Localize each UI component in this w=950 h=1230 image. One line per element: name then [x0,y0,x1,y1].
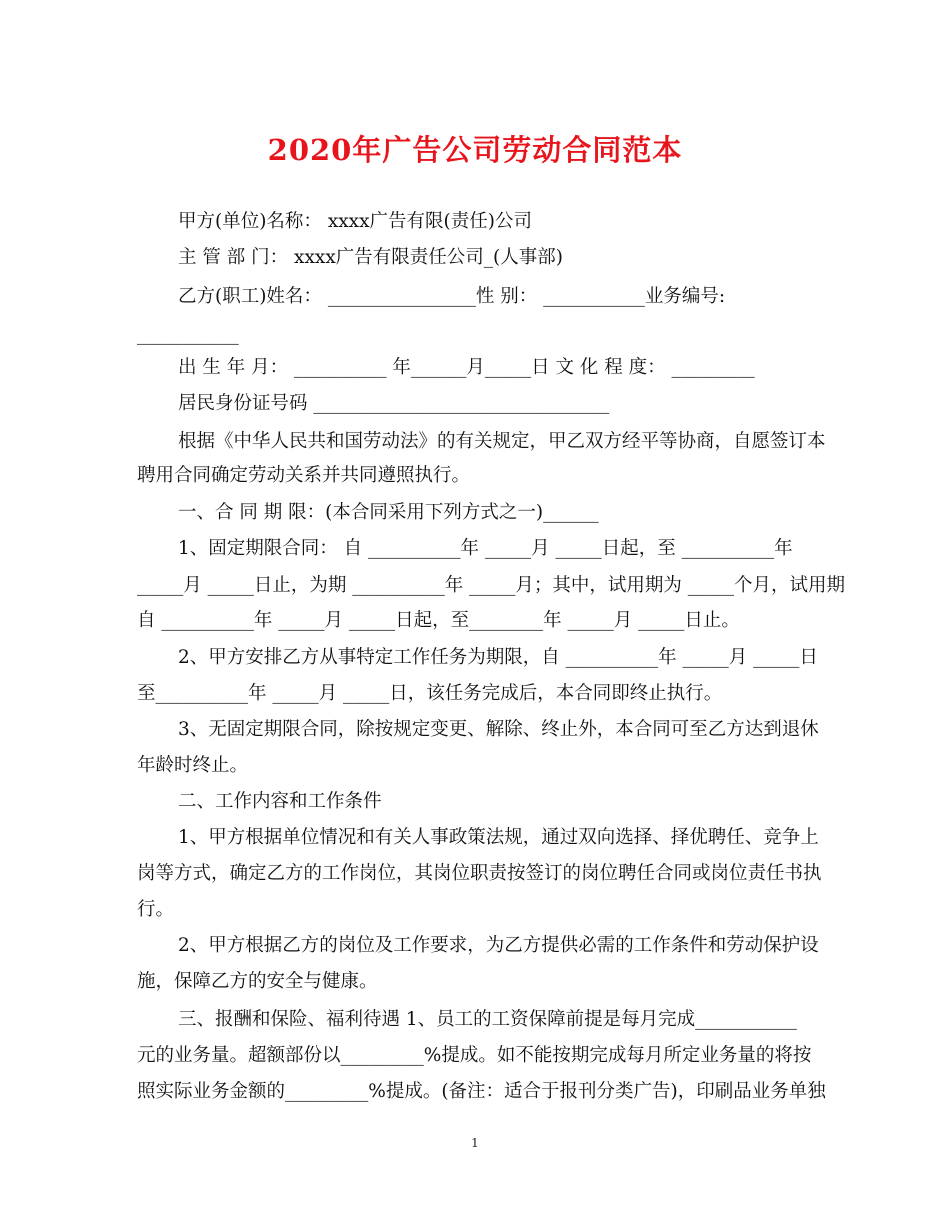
paragraph-line: 1、甲方根据单位情况和有关人事政策法规，通过双向选择、择优聘任、竞争上 [178,827,819,848]
document-title: 2020年广告公司劳动合同范本 [267,133,683,167]
paragraph-line: 照实际业务金额的_________%提成。(备注：适合于报刊分类广告)，印刷品业务单独 [137,1081,826,1102]
paragraph-line: 根据《中华人民共和国劳动法》的有关规定，甲乙双方经平等协商，自愿签订本 [178,431,826,452]
paragraph-line: 行。 [137,899,175,920]
id-number-line: 居民身份证号码 ________________________________ [178,393,610,414]
section-heading: 二、工作内容和工作条件 [178,791,382,812]
section-heading: 三、报酬和保险、福利待遇 1、员工的工资保障前提是每月完成___________ [178,1009,797,1030]
paragraph-line: 2、甲方根据乙方的岗位及工作要求，为乙方提供必需的工作条件和劳动保护设 [178,935,819,956]
paragraph-line: 年龄时终止。 [137,755,249,776]
paragraph-line: 聘用合同确定劳动关系并共同遵照执行。 [137,465,471,486]
paragraph-line: 岗等方式，确定乙方的工作岗位，其岗位职责按签订的岗位聘任合同或岗位责任书执 [137,863,822,884]
paragraph-line: 自 __________年 _____月 _____日起，至________年 _____月 _____日止。 [137,610,740,631]
paragraph-line: _____月 _____日止，为期 __________年 _____月；其中，试用期为 _____个月，试用期 [137,575,846,596]
party-a-name-line: 甲方(单位)名称： xxxx广告有限(责任)公司 [178,211,532,232]
paragraph-line: 至__________年 _____月 _____日，该任务完成后，本合同即终止执行。 [137,683,723,704]
section-heading: 一、合 同 期 限：(本合同采用下列方式之一)______ [178,502,599,523]
paragraph-line: 元的业务量。超额部份以_________%提成。如不能按期完成每月所定业务量的将按 [137,1045,812,1066]
department-line: 主 管 部 门： xxxx广告有限责任公司_(人事部) [178,247,563,268]
birth-education-line: 出 生 年 月： __________ 年______月_____日 文 化 程 度： _________ [178,357,755,378]
party-b-info-line: 乙方(职工)姓名： ________________性 别： ___________业务编号: [178,286,726,307]
paragraph-line: 3、无固定期限合同，除按规定变更、解除、终止外，本合同可至乙方达到退休 [178,719,819,740]
page-number: 1 [471,1136,479,1150]
business-number-blank: ___________ [137,324,239,345]
paragraph-line: 2、甲方安排乙方从事特定工作任务为期限，自 __________年 _____月 _____日 [178,647,818,668]
paragraph-line: 1、固定期限合同： 自 __________年 _____月 _____日起，至 __________年 [178,538,793,559]
paragraph-line: 施，保障乙方的安全与健康。 [137,971,378,992]
